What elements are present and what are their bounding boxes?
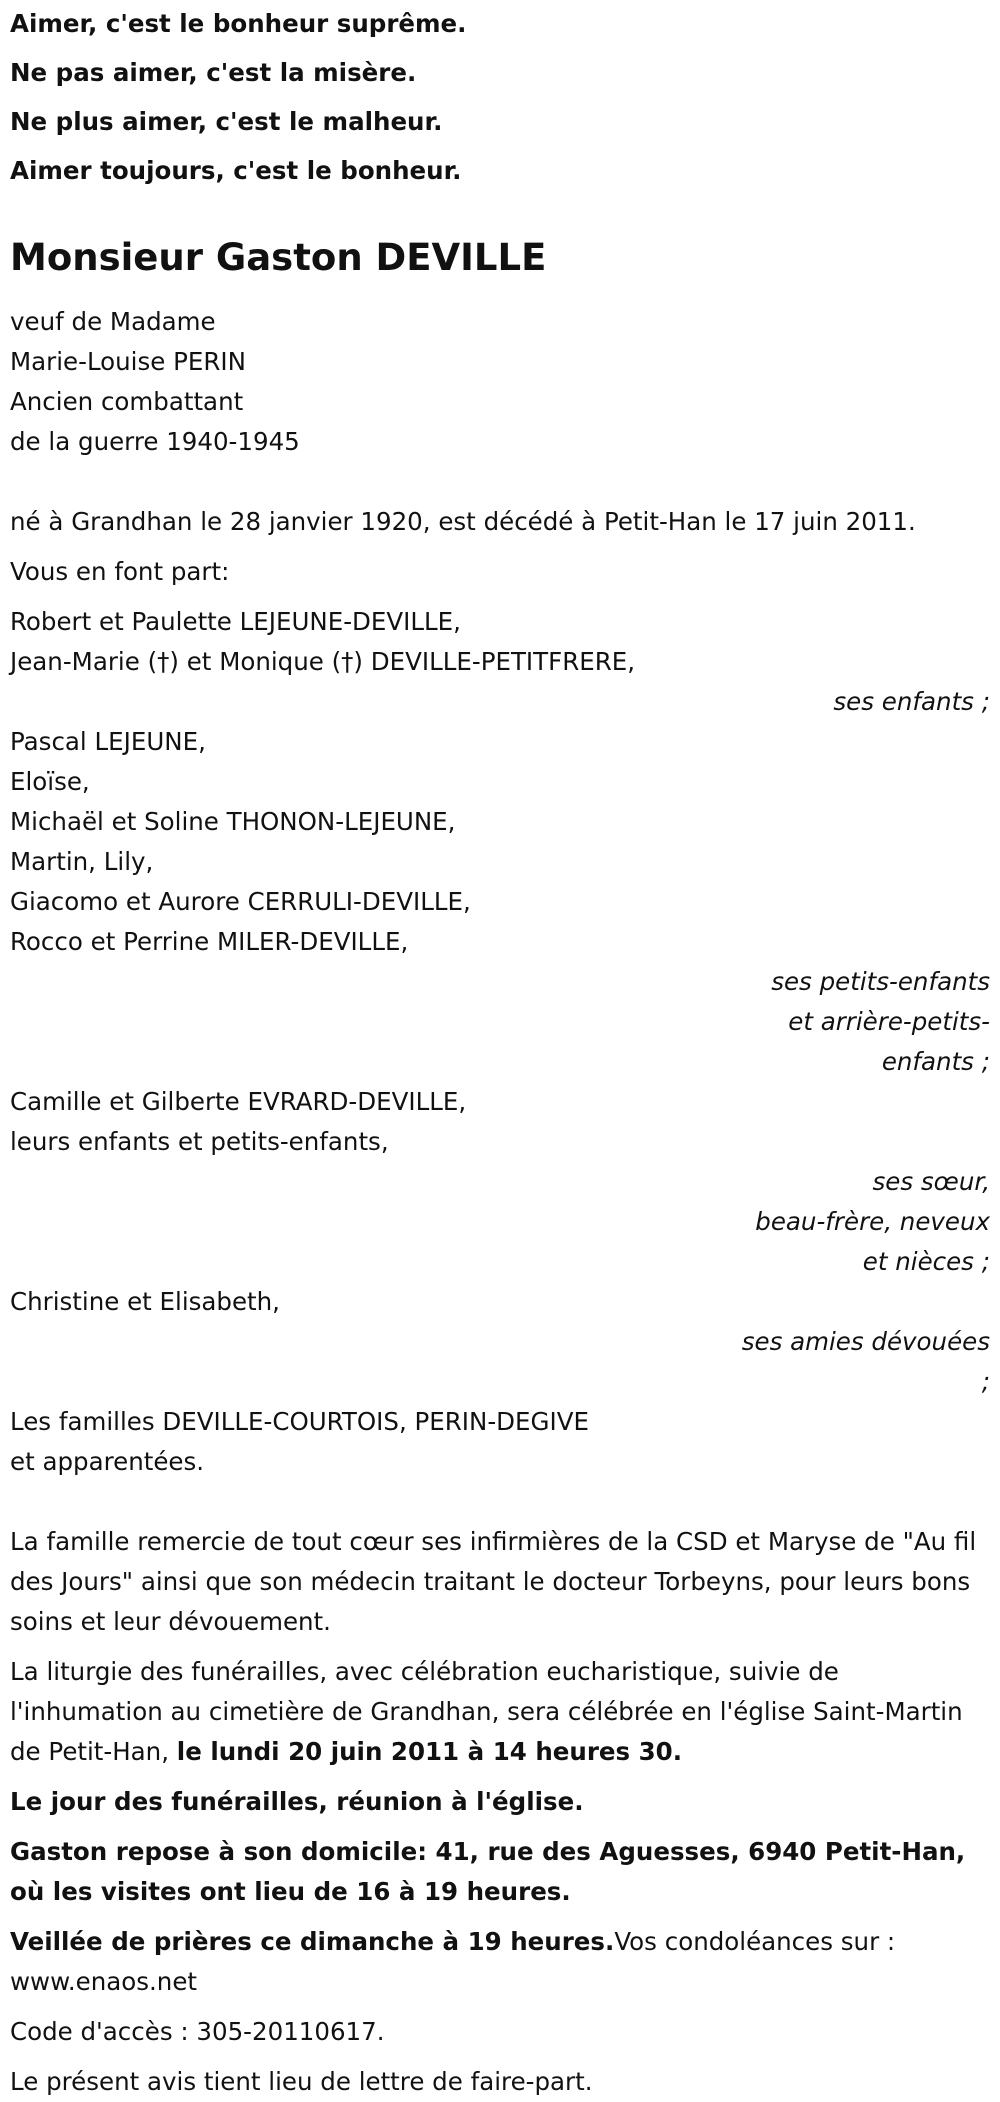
- relation-line: ses sœur,: [872, 1167, 990, 1196]
- family-name-line: Christine et Elisabeth,: [10, 1287, 280, 1316]
- family-name-line: Jean-Marie (†) et Monique (†) DEVILLE-PETITFRERE,: [10, 647, 636, 676]
- family-name-line: Michaël et Soline THONON-LEJEUNE,: [10, 807, 456, 836]
- relation-line: enfants ;: [881, 1047, 990, 1076]
- poem-line: Aimer, c'est le bonheur suprême.: [10, 9, 467, 38]
- family-name-line: Les familles DEVILLE-COURTOIS, PERIN-DEGIVE: [10, 1407, 589, 1436]
- relation-line: et arrière-petits-: [788, 1007, 990, 1036]
- poem-line: Aimer toujours, c'est le bonheur.: [10, 156, 462, 185]
- family-name-line: leurs enfants et petits-enfants,: [10, 1127, 389, 1156]
- deceased-name: Monsieur Gaston DEVILLE: [10, 236, 547, 279]
- relation-line: ;: [981, 1367, 990, 1396]
- closing-note: Le présent avis tient lieu de lettre de faire-part.: [10, 2067, 593, 2096]
- spouse-line: veuf de Madame: [10, 307, 216, 336]
- spouse-line: Marie-Louise PERIN: [10, 347, 246, 376]
- birth-death: né à Grandhan le 28 janvier 1920, est décédé à Petit-Han le 17 juin 2011.: [10, 507, 916, 536]
- access-code: Code d'accès : 305-20110617.: [10, 2017, 385, 2046]
- spouse-info: [10, 302, 990, 462]
- children-group: [10, 602, 990, 722]
- poem: [10, 0, 990, 204]
- other-families-group: [10, 1402, 990, 1482]
- family-name-line: Camille et Gilberte EVRARD-DEVILLE,: [10, 1087, 467, 1116]
- spouse-line: Ancien combattant: [10, 387, 244, 416]
- friends-group: [10, 1282, 990, 1402]
- family-name-line: Eloïse,: [10, 767, 90, 796]
- vigil-notice: Veillée de prières ce dimanche à 19 heures.: [10, 1927, 615, 1956]
- spouse-line: de la guerre 1940-1945: [10, 427, 300, 456]
- family-name-line: Giacomo et Aurore CERRULI-DEVILLE,: [10, 887, 471, 916]
- funeral-date: le lundi 20 juin 2011 à 14 heures 30.: [176, 1737, 683, 1766]
- relation-line: ses petits-enfants: [771, 967, 990, 996]
- family-name-line: Pascal LEJEUNE,: [10, 727, 206, 756]
- thanks-paragraph: La famille remercie de tout cœur ses infirmières de la CSD et Maryse de "Au fil des Jours" ainsi que son médecin traitant le docteur Torbeyns, pour leurs bons soins et leur dévouement.: [10, 1527, 977, 1636]
- relation-label: [10, 682, 990, 722]
- family-name-line: et apparentées.: [10, 1447, 205, 1476]
- vigil-paragraph: [10, 1922, 990, 2002]
- poem-line: Ne pas aimer, c'est la misère.: [10, 58, 417, 87]
- repose-notice: Gaston repose à son domicile: 41, rue des Aguesses, 6940 Petit-Han, où les visites ont lieu de 16 à 19 heures.: [10, 1837, 966, 1906]
- poem-line: Ne plus aimer, c'est le malheur.: [10, 107, 443, 136]
- relation-line: et nièces ;: [862, 1247, 990, 1276]
- relation-line: beau-frère, neveux: [755, 1207, 990, 1236]
- relation-line: ses enfants ;: [833, 687, 990, 716]
- liturgy-paragraph: [10, 1652, 990, 1772]
- liturgy-text: La liturgie des funérailles, avec célébration eucharistique, suivie de l'inhumation au cimetière de Grandhan, sera célébrée en l'église Saint-Martin de Petit-Han,: [10, 1657, 963, 1766]
- siblings-group: [10, 1082, 990, 1282]
- grandchildren-group: [10, 722, 990, 1082]
- relation-label: [10, 1322, 990, 1402]
- family-name-line: Rocco et Perrine MILER-DEVILLE,: [10, 927, 409, 956]
- family-name-line: Robert et Paulette LEJEUNE-DEVILLE,: [10, 607, 461, 636]
- relation-line: ses amies dévouées: [741, 1327, 990, 1356]
- relation-label: [10, 962, 990, 1082]
- condolences-text: Vos condoléances sur : www.enaos.net: [10, 1927, 896, 1996]
- reunion-notice: Le jour des funérailles, réunion à l'église.: [10, 1787, 584, 1816]
- family-name-line: Martin, Lily,: [10, 847, 154, 876]
- announcement-intro: Vous en font part:: [10, 557, 230, 586]
- relation-label: [10, 1162, 990, 1282]
